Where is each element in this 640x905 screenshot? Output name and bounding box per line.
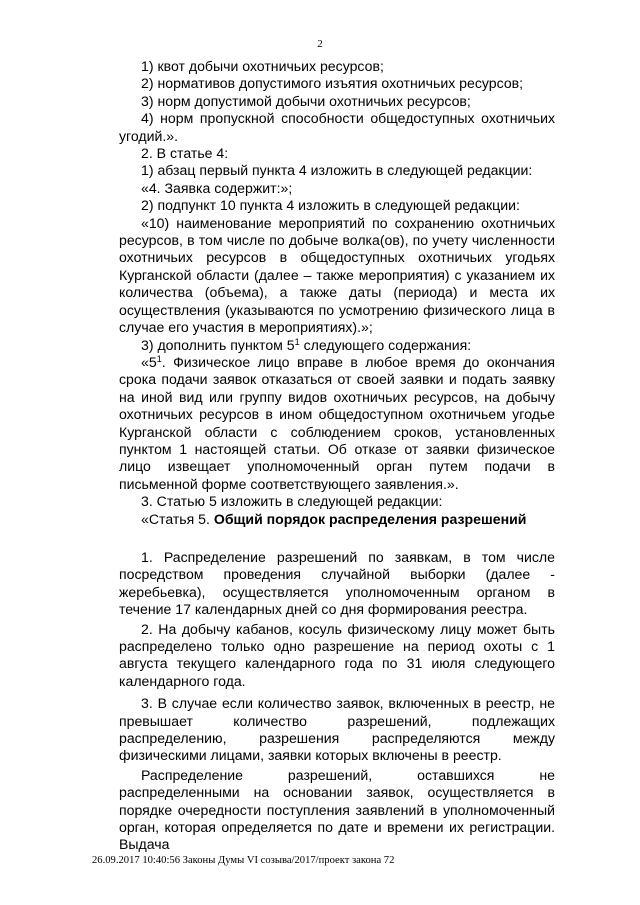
list-item: 2) подпункт 10 пункта 4 изложить в следующей редакции: <box>141 197 520 214</box>
list-item: 1) абзац первый пункта 4 изложить в следующей редакции: <box>141 162 533 179</box>
article-paragraph: 1. Распределение разрешений по заявкам, в том числе посредством проведения случайной выборки (далее - жеребьевка), осуществляется уполномоченным органом в течение 17 календарных дней со дня формирования реестра. <box>119 548 555 618</box>
article-paragraph: 2. На добычу кабанов, косуль физическому лицу может быть распределено только одно разрешение на период охоты с 1 августа текущего календарного года по 31 июля следующего календарного года. <box>119 620 555 689</box>
list-item: 4) норм пропускной способности общедоступных охотничьих угодий.». <box>119 110 555 144</box>
article-heading: «Статья 5. Общий порядок распределения разрешений <box>141 510 527 527</box>
list-item: 1) квот добычи охотничьих ресурсов; <box>141 58 384 74</box>
document-footer: 26.09.2017 10:40:56 Законы Думы VI созыва/2017/проект закона 72 <box>92 855 395 866</box>
list-item: 3) дополнить пунктом $5^1$ следующего содержания: <box>141 336 472 353</box>
document-body <box>119 58 555 854</box>
article-paragraph: 3. В случае если количество заявок, включенных в реестр, не превышает количество разрешений, подлежащих распределению, разрешения распределяются между физическими лицами, заявки которых включены в реестр. <box>119 695 555 764</box>
page-number: 2 <box>317 38 323 50</box>
quote-paragraph: «4. Заявка содержит:»; <box>141 179 293 196</box>
quote-paragraph: «10) наименование мероприятий по сохранению охотничьих ресурсов, в том числе по добыче волка(ов), по учету численности охотничьих ресурсов в общедоступных охотничьих угодьях Курганской области (далее – также мероприятия) с указанием их количества (объема), а также даты (периода) и места их осуществления (указываются по усмотрению физического лица в случае его участия в мероприятиях).»; <box>119 214 555 336</box>
list-item: 2) нормативов допустимого изъятия охотничьих ресурсов; <box>141 75 524 92</box>
section-heading: 3. Статью 5 изложить в следующей редакции: <box>141 493 443 510</box>
section-heading: 2. В статье 4: <box>141 145 229 162</box>
article-paragraph: Распределение разрешений, оставшихся не распределенными на основании заявок, осуществляется в порядке очередности поступления заявлений в уполномоченный орган, которая определяется по дате и времени их регистрации. Выдача <box>119 766 555 853</box>
list-item: 3) норм допустимой добычи охотничьих ресурсов; <box>141 92 471 109</box>
quote-paragraph: «$5^1$. Физическое лицо вправе в любое время до окончания срока подачи заявок отказаться от своей заявки и подать заявку на иной вид или группу видов охотничьих ресурсов, на добычу охотничьих ресурсов в ином общедоступном охотничьем угодье Курганской области с соблюдением сроков, установленных пунктом 1 настоящей статьи. Об отказе от заявки физическое лицо извещает уполномоченный орган путем подачи в письменной форме соответствующего заявления.». <box>119 353 555 492</box>
